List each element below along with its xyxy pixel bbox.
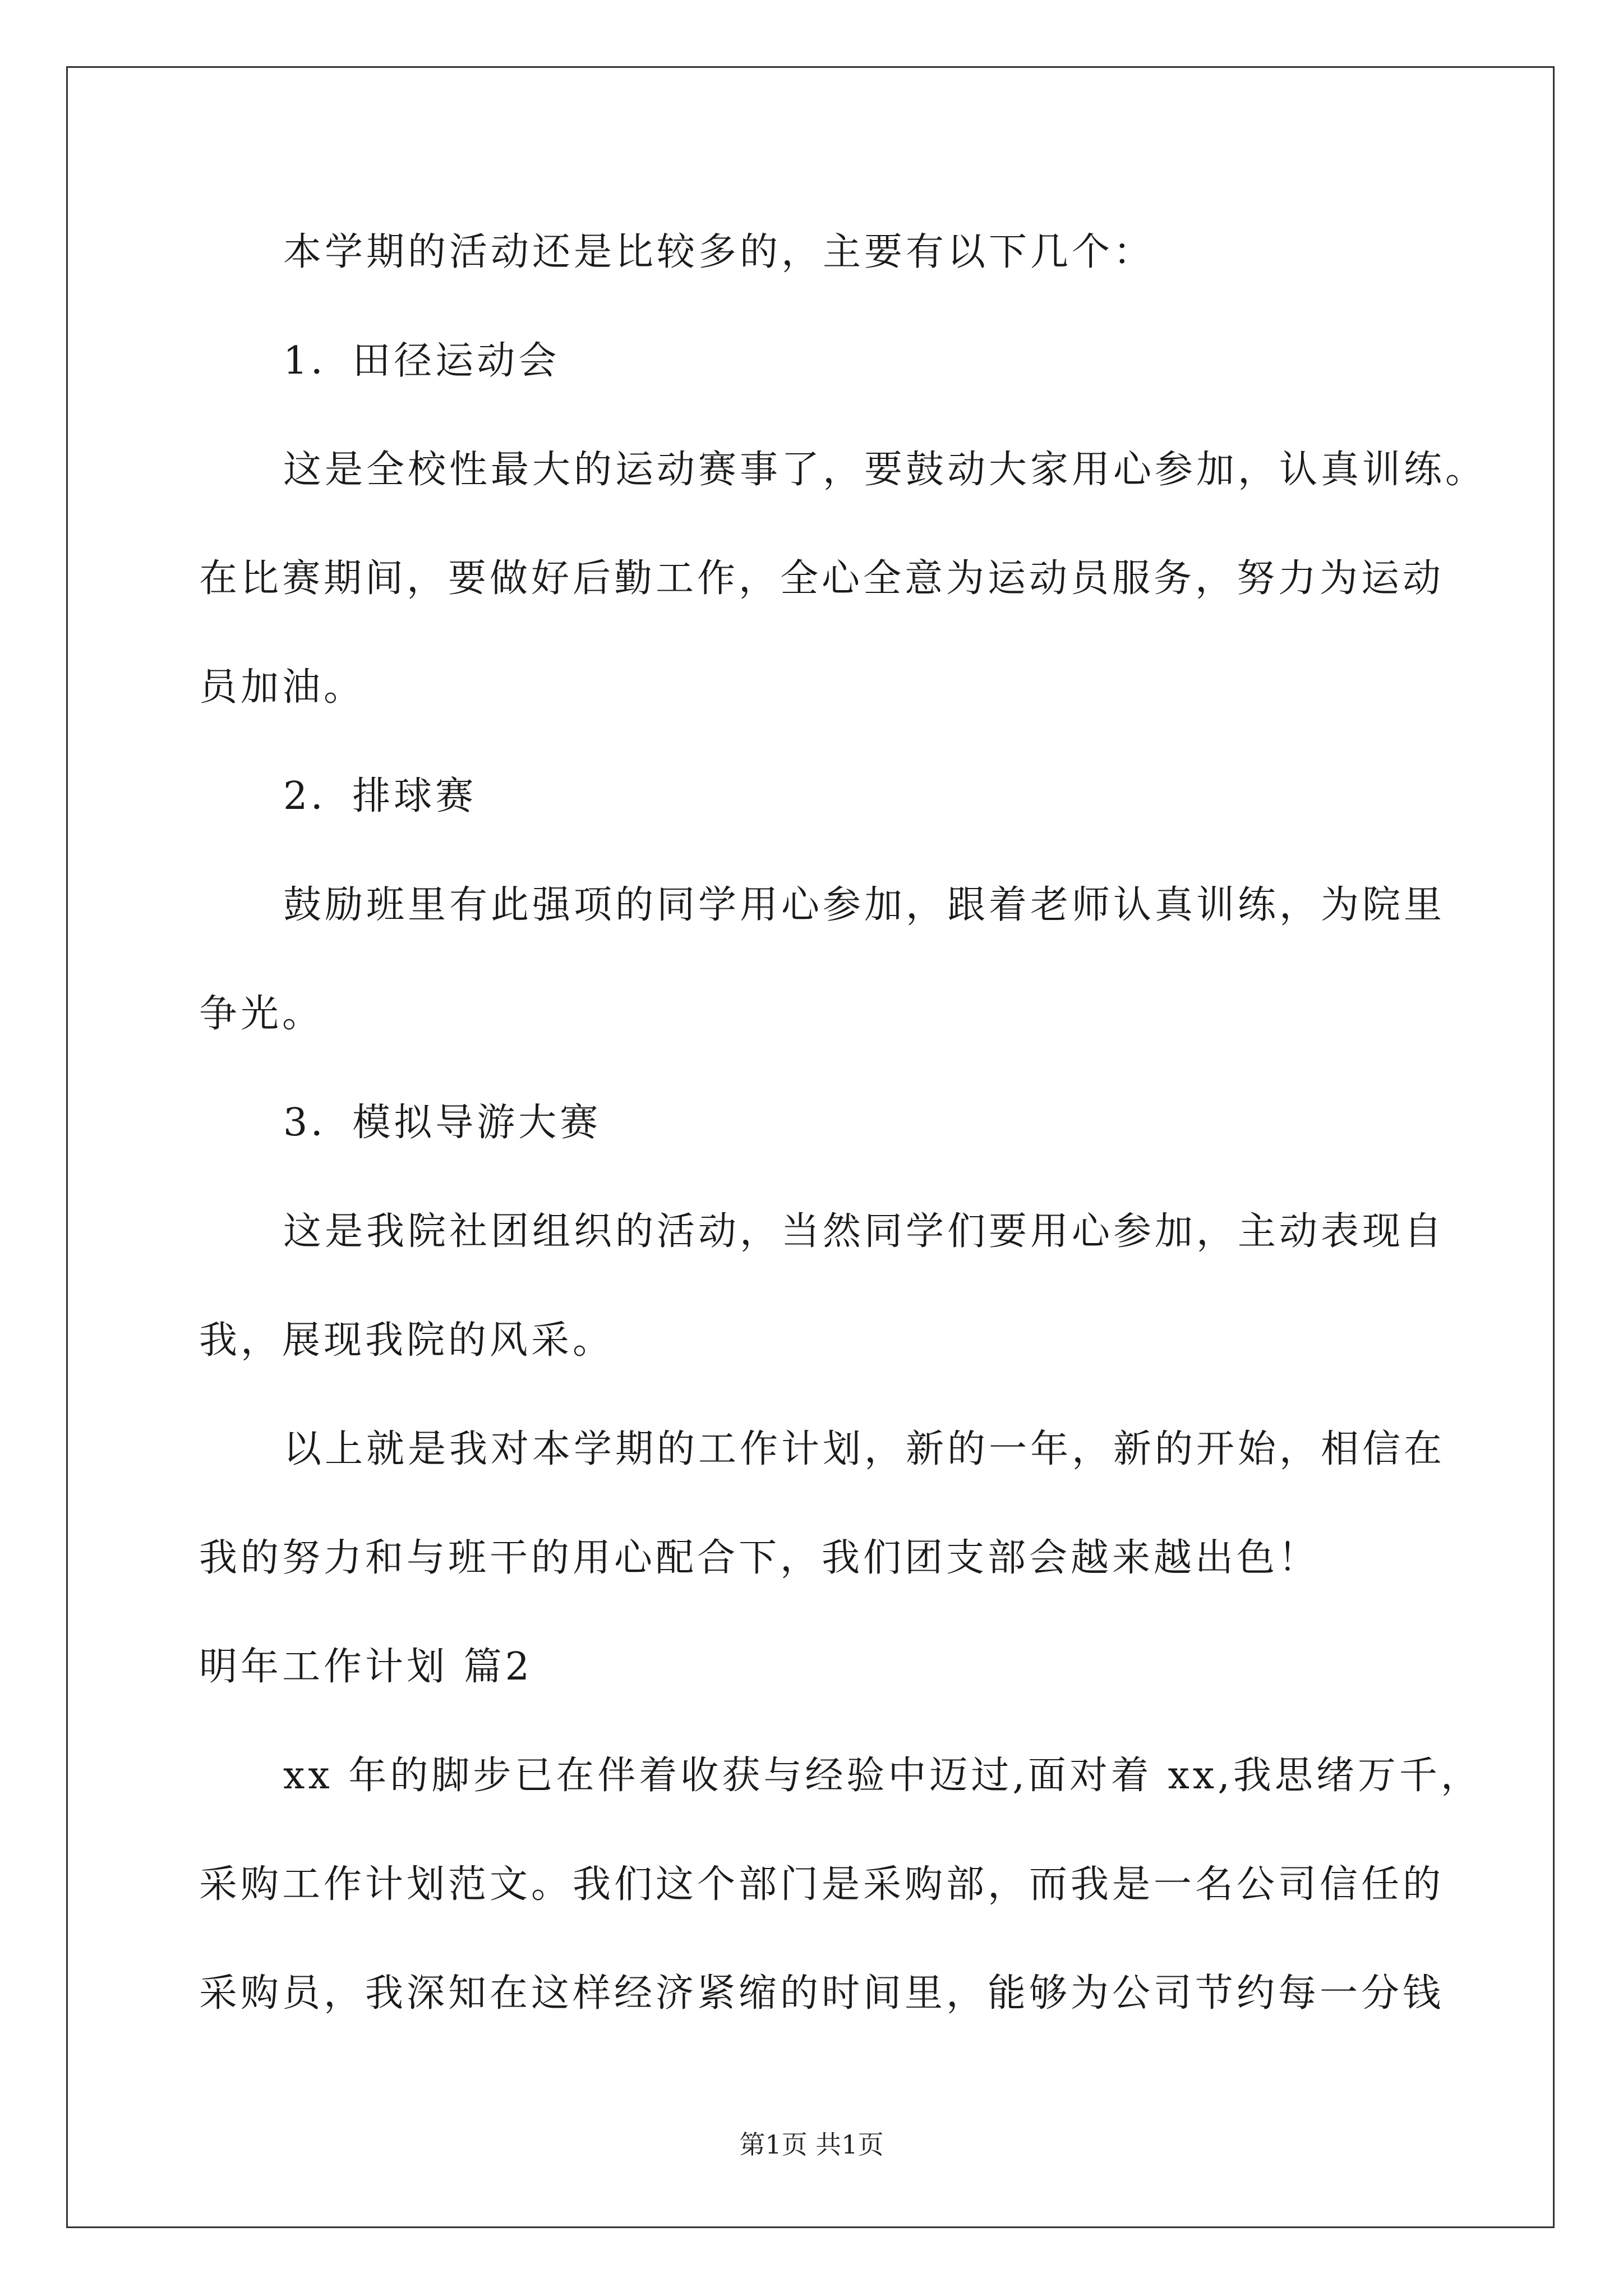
paragraph-line: 鼓励班里有此强项的同学用心参加，跟着老师认真训练，为院里: [283, 883, 1446, 927]
paragraph-line: 以上就是我对本学期的工作计划，新的一年，新的开始，相信在: [283, 1427, 1446, 1471]
page-number: 第1页 共1页: [739, 2129, 884, 2160]
paragraph-line: 这是全校性最大的运动赛事了，要鼓动大家用心参加，认真训练。: [283, 448, 1487, 492]
paragraph-line: 我的努力和与班干的用心配合下，我们团支部会越来越出色！: [199, 1536, 1320, 1580]
paragraph-line: 这是我院社团组织的活动，当然同学们要用心参加，主动表现自: [283, 1209, 1446, 1254]
paragraph-line: 争光。: [199, 992, 324, 1036]
heading-item-1: 1．田径运动会: [283, 339, 560, 383]
heading-item-3: 3．模拟导游大赛: [283, 1101, 602, 1145]
section-title: 明年工作计划 篇2: [199, 1645, 533, 1689]
paragraph-line: 在比赛期间，要做好后勤工作，全心全意为运动员服务，努力为运动: [199, 556, 1445, 601]
paragraph-intro: 本学期的活动还是比较多的，主要有以下几个：: [283, 230, 1155, 274]
paragraph-line: 员加油。: [199, 665, 366, 710]
paragraph-line: 采购员，我深知在这样经济紧缩的时间里，能够为公司节约每一分钱: [199, 1971, 1445, 2016]
paragraph-line: 我，展现我院的风采。: [199, 1318, 615, 1363]
heading-item-2: 2．排球赛: [283, 774, 477, 818]
paragraph-line: 采购工作计划范文。我们这个部门是采购部，而我是一名公司信任的: [199, 1862, 1445, 1907]
paragraph-line: xx 年的脚步已在伴着收获与经验中迈过,面对着 xx,我思绪万千，: [283, 1754, 1482, 1798]
